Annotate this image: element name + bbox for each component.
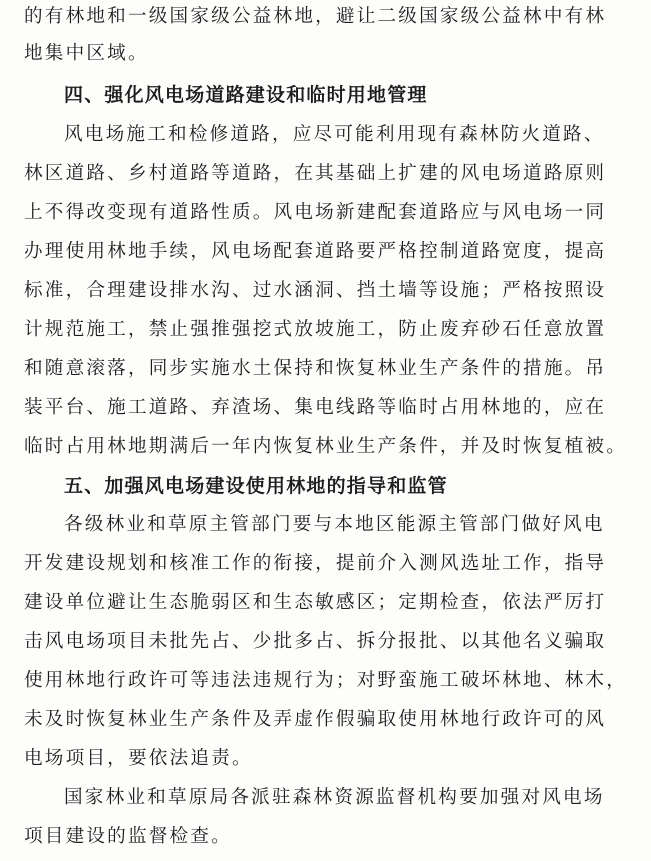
text-line-7: 办理使用林地手续，风电场配套道路要严格控制道路宽度，提高 bbox=[24, 241, 607, 262]
text-line-22: 项目建设的监督检查。 bbox=[24, 826, 232, 847]
text-line-18: 使用林地行政许可等违法违规行为；对野蛮施工破坏林地、林木， bbox=[24, 670, 628, 691]
paragraph-start-line: 国家林业和草原局各派驻森林资源监督机构要加强对风电场 bbox=[64, 787, 605, 808]
section-heading-4: 四、强化风电场道路建设和临时用地管理 bbox=[64, 84, 428, 106]
text-line-19: 未及时恢复林业生产条件及弄虚作假骗取使用林地行政许可的风 bbox=[24, 709, 607, 730]
text-line-17: 击风电场项目未批先占、少批多占、拆分报批、以其他名义骗取 bbox=[24, 631, 607, 652]
text-line-15: 开发建设规划和核准工作的衔接，提前介入测风选址工作，指导 bbox=[24, 553, 607, 574]
text-line-16: 建设单位避让生态脆弱区和生态敏感区；定期检查，依法严厉打 bbox=[24, 592, 607, 613]
text-line-20: 电场项目，要依法追责。 bbox=[24, 748, 253, 769]
text-line-5: 林区道路、乡村道路等道路，在其基础上扩建的风电场道路原则 bbox=[24, 163, 607, 184]
text-line-8: 标准，合理建设排水沟、过水涵洞、挡土墙等设施；严格按照设 bbox=[24, 280, 607, 301]
text-line-10: 和随意滚落，同步实施水土保持和恢复林业生产条件的措施。吊 bbox=[24, 358, 607, 379]
text-line-6: 上不得改变现有道路性质。风电场新建配套道路应与风电场一同 bbox=[24, 202, 607, 223]
paragraph-start-line: 各级林业和草原主管部门要与本地区能源主管部门做好风电 bbox=[64, 514, 605, 535]
paragraph-start-line: 风电场施工和检修道路，应尽可能利用现有森林防火道路、 bbox=[64, 124, 605, 145]
text-line-12: 临时占用林地期满后一年内恢复林业生产条件，并及时恢复植被。 bbox=[24, 436, 628, 457]
text-line-11: 装平台、施工道路、弃渣场、集电线路等临时占用林地的，应在 bbox=[24, 397, 607, 418]
section-heading-5: 五、加强风电场建设使用林地的指导和监管 bbox=[64, 475, 448, 497]
text-line-1: 的有林地和一级国家级公益林地，避让二级国家级公益林中有林 bbox=[24, 6, 607, 27]
text-line-2: 地集中区域。 bbox=[24, 43, 149, 64]
text-line-9: 计规范施工，禁止强推强挖式放坡施工，防止废弃砂石任意放置 bbox=[24, 319, 607, 340]
